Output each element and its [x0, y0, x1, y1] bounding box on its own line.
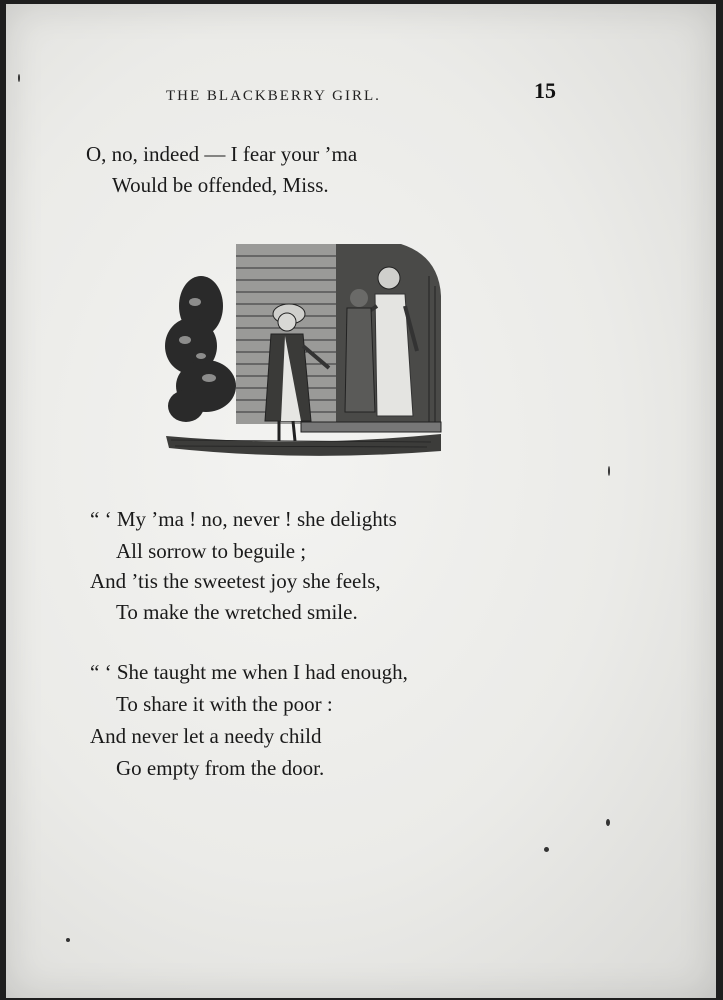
verse-line: Would be offended, Miss. — [112, 173, 329, 197]
book-page — [6, 4, 716, 998]
page-number: 15 — [534, 78, 556, 103]
verse-line: O, no, indeed — I fear your ’ma — [86, 142, 358, 166]
running-title: THE BLACKBERRY GIRL. — [166, 88, 381, 104]
verse-line: To make the wretched smile. — [116, 600, 358, 624]
verse-line: All sorrow to beguile ; — [116, 539, 307, 563]
verse-line: “ ‘ My ’ma ! no, never ! she delights — [90, 507, 397, 531]
verse-line: Go empty from the door. — [116, 756, 325, 780]
verse-line: To share it with the poor : — [116, 692, 333, 716]
verse-line: And ’tis the sweetest joy she feels, — [90, 569, 381, 593]
verse-line: “ ‘ She taught me when I had enough, — [90, 660, 408, 684]
verse-line: And never let a needy child — [90, 724, 322, 748]
woodcut-illustration-icon — [161, 236, 446, 468]
